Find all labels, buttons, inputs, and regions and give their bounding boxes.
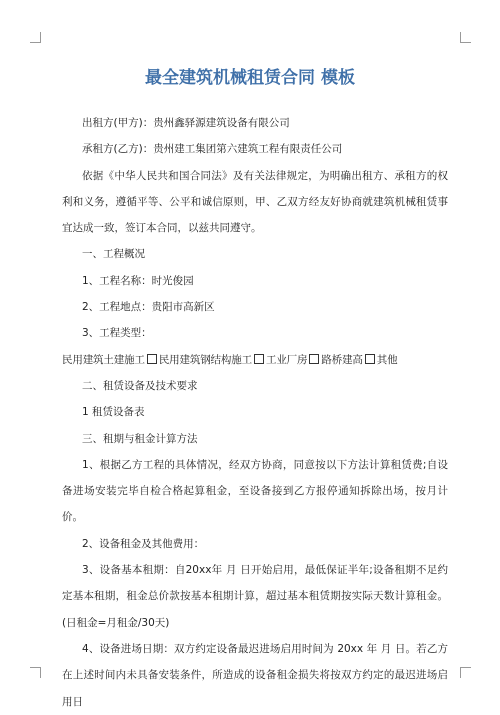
corner-mark-top-left <box>30 32 41 43</box>
corner-mark-top-right <box>460 32 471 43</box>
section-heading-lease-term: 三、租期与租金计算方法 <box>82 432 198 445</box>
project-location-line: 2、工程地点：贵阳市高新区 <box>82 301 215 314</box>
clause-1: 1、根据乙方工程的具体情况，经双方协商，同意按以下方法计算租赁费;自设备进场安装完毕自检合格起算租金，至设备接到乙方报停通知拆除出场，按月计价。 <box>62 458 448 524</box>
checkbox-icon[interactable] <box>365 354 375 364</box>
equipment-table-caption: 1 租赁设备表 <box>82 406 145 419</box>
section-heading-equipment: 二、租赁设备及技术要求 <box>82 379 198 392</box>
option-label: 其他 <box>376 353 398 366</box>
clause-4: 4、设备进场日期：双方约定设备最迟进场启用时间为 20xx 年 月 日。若乙方在上述时间内未具备安装条件，所造成的设备租金损失将按双方约定的最迟进场启用日 <box>62 642 448 708</box>
document-body <box>62 110 448 715</box>
lessor-line: 出租方(甲方)：贵州鑫驿源建筑设备有限公司 <box>82 117 290 129</box>
project-type-options <box>62 347 448 373</box>
checkbox-icon[interactable] <box>254 354 264 364</box>
corner-mark-bottom-left <box>30 667 41 678</box>
checkbox-icon[interactable] <box>147 354 157 364</box>
option-label: 民用建筑钢结构施工 <box>158 353 252 366</box>
project-type-line: 3、工程类型： <box>82 327 152 340</box>
corner-mark-bottom-right <box>460 667 471 678</box>
preamble-paragraph: 依据《中华人民共和国合同法》及有关法律规定，为明确出租方、承租方的权利和义务，遵循平等、公平和诚信原则，甲、乙双方经友好协商就建筑机械租赁事宜达成一致，签订本合同，以兹共同遵守。 <box>62 169 448 235</box>
lessee-line: 承租方(乙方)：贵州建工集团第六建筑工程有限责任公司 <box>82 143 343 156</box>
project-name-line: 1、工程名称：时光俊园 <box>82 274 194 287</box>
option-label: 工业厂房 <box>265 353 308 366</box>
option-label: 民用建筑土建施工 <box>62 353 145 366</box>
section-heading-project-overview: 一、工程概况 <box>82 248 145 261</box>
document-title: 最全建筑机械租赁合同 模板 <box>145 68 355 88</box>
checkbox-icon[interactable] <box>309 354 319 364</box>
option-label: 路桥建高 <box>321 353 363 366</box>
clause-2: 2、设备租金及其他费用： <box>82 537 205 550</box>
clause-3: 3、设备基本租期：自20xx年 月 日开始启用，最低保证半年;设备租期不足约定基本租期，租金总价款按基本租期计算，超过基本租赁期按实际天数计算租金。(日租金=月租金/30天) <box>62 564 448 629</box>
